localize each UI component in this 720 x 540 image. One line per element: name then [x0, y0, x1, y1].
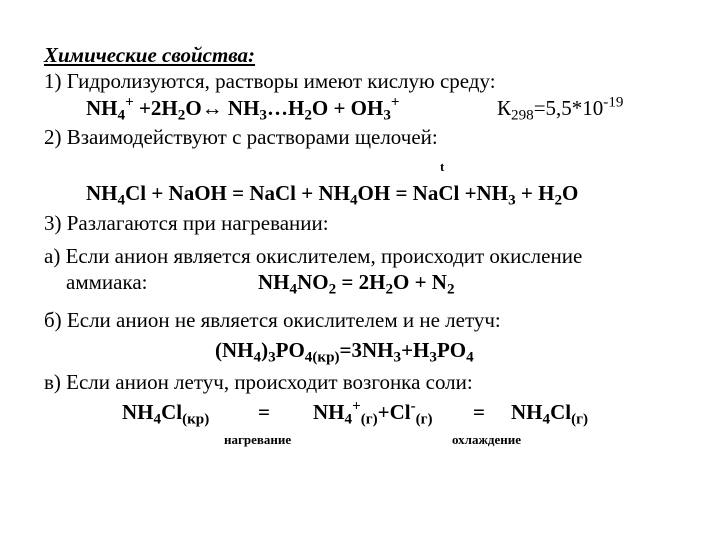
point-3a-line1: а) Если анион является окислителем, происходит окисление — [44, 244, 583, 268]
equilibrium-constant: $К_{298}=5,5*10^{-19}$ — [497, 94, 624, 124]
equation-sublimation-right: $NH_4Cl_{(г)}$ — [511, 400, 588, 428]
point-2: 2) Взаимодействуют с растворами щелочей: — [44, 125, 438, 149]
equals-sign-2: = — [473, 400, 485, 424]
equals-sign-1: = — [258, 400, 270, 424]
equation-phosphate: $(NH_4)_3PO_{4(кр)}=3NH_3+H_3PO_4$ — [215, 338, 474, 366]
label-cooling: охлаждение — [452, 432, 521, 447]
equation-sublimation-left: $NH_4Cl_{(кр)}$ — [122, 400, 210, 428]
temperature-mark: t — [440, 159, 445, 174]
point-3: 3) Разлагаются при нагревании: — [44, 211, 329, 235]
label-heating: нагревание — [224, 432, 292, 447]
point-3b: б) Если анион не является окислителем и не летуч: — [44, 308, 501, 332]
equation-sublimation-middle: $NH_4^+_{(г)}+Cl^-_{(г)}$ — [313, 398, 433, 428]
point-3a-line2: аммиака: — [66, 270, 148, 294]
point-1: 1) Гидролизуются, растворы имеют кислую среду: — [44, 69, 496, 93]
equation-alkali: $NH_4Cl$ + NaOH = NaCl + $NH_4OH$ = NaCl $+NH_3 + H_2O$ — [86, 181, 579, 209]
point-3c: в) Если анион летуч, происходит возгонка соли: — [44, 370, 473, 394]
equation-nitrite: $NH_4NO_2 = 2H_2O + N_2$ — [258, 270, 455, 298]
equation-hydrolysis: $NH_4^+$ $+2H_2O\leftrightarrow$ $NH_3\dots H_2O + OH_3^+$ — [86, 94, 400, 124]
heading: Химические свойства: — [44, 43, 256, 67]
